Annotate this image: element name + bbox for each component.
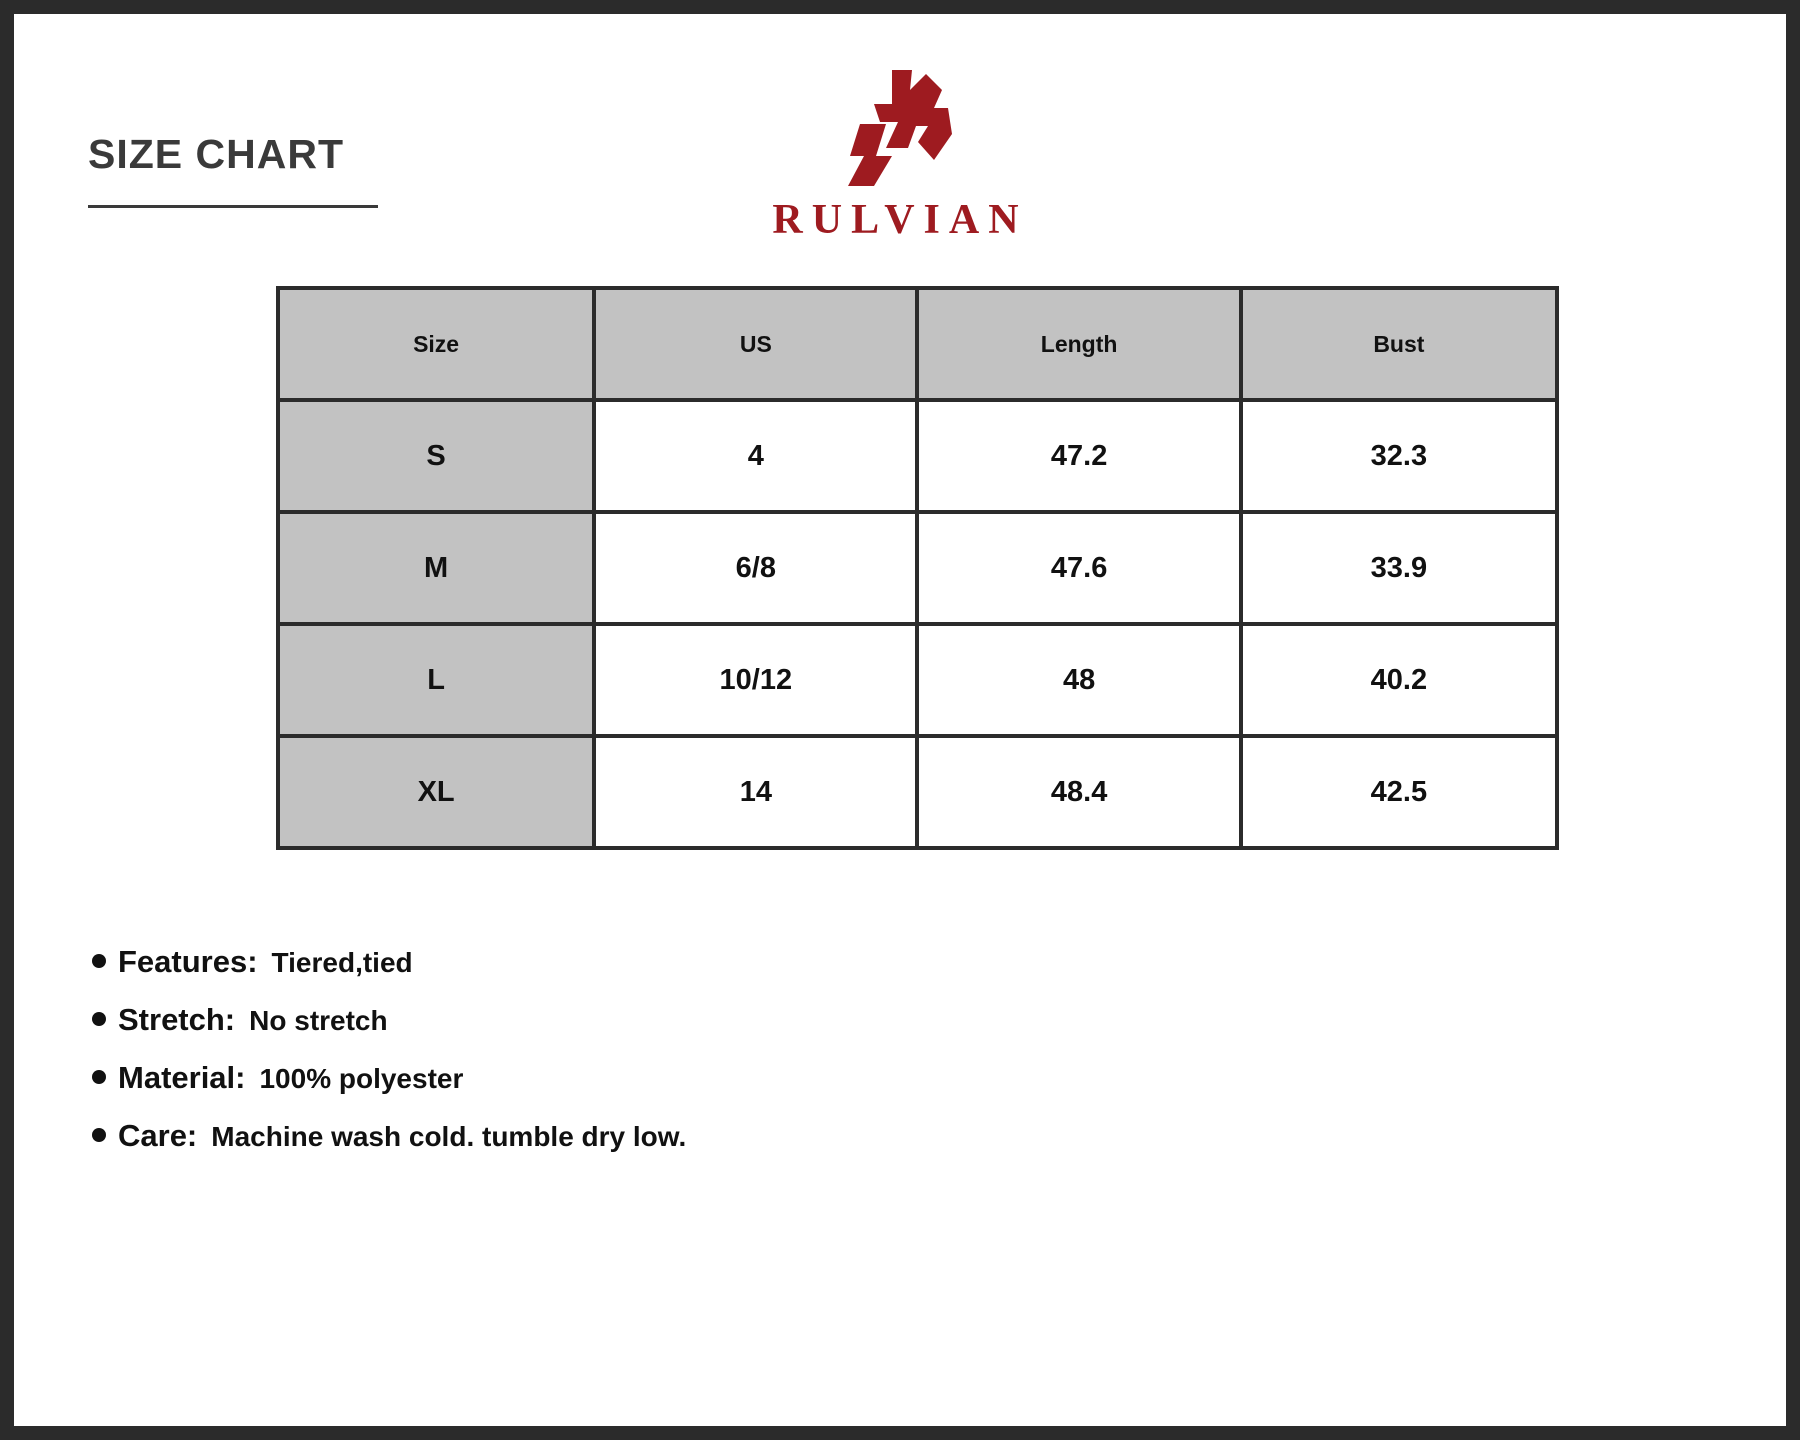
cell-length: 47.6 <box>919 514 1238 622</box>
column-header-us: US <box>596 290 915 398</box>
list-item <box>92 1060 1392 1096</box>
cell-length: 47.2 <box>919 402 1238 510</box>
table-header-row <box>280 290 1555 398</box>
cell-size: M <box>280 514 592 622</box>
detail-value: Tiered,tied <box>271 947 413 978</box>
cell-bust: 40.2 <box>1243 626 1555 734</box>
brand-block <box>14 64 1786 244</box>
table-row <box>280 514 1555 622</box>
list-item <box>92 1118 1392 1154</box>
bullet-icon <box>92 1128 106 1142</box>
cell-us: 6/8 <box>596 514 915 622</box>
cell-bust: 42.5 <box>1243 738 1555 846</box>
size-table <box>276 286 1559 850</box>
brand-name: RULVIAN <box>772 197 1028 243</box>
page-title: SIZE CHART <box>88 131 344 177</box>
detail-value: 100% polyester <box>259 1063 464 1094</box>
cell-bust: 33.9 <box>1243 514 1555 622</box>
bullet-icon <box>92 954 106 968</box>
cell-size: L <box>280 626 592 734</box>
bullet-icon <box>92 1012 106 1026</box>
size-table-wrap <box>276 286 1559 850</box>
detail-label: Care: <box>118 1118 198 1153</box>
detail-value: Machine wash cold. tumble dry low. <box>211 1121 687 1152</box>
cell-length: 48.4 <box>919 738 1238 846</box>
cell-size: S <box>280 402 592 510</box>
document-inner <box>14 14 1786 1426</box>
table-row <box>280 738 1555 846</box>
cell-bust: 32.3 <box>1243 402 1555 510</box>
column-header-length: Length <box>919 290 1238 398</box>
bullet-icon <box>92 1070 106 1084</box>
cell-us: 14 <box>596 738 915 846</box>
detail-label: Features: <box>118 944 258 979</box>
detail-value: No stretch <box>249 1005 388 1036</box>
column-header-bust: Bust <box>1243 290 1555 398</box>
table-row <box>280 402 1555 510</box>
list-item <box>92 944 1392 980</box>
detail-label: Material: <box>118 1060 246 1095</box>
table-row <box>280 626 1555 734</box>
product-details-list <box>92 944 1392 1176</box>
cell-length: 48 <box>919 626 1238 734</box>
rulvian-r-logo-icon <box>830 64 970 192</box>
cell-size: XL <box>280 738 592 846</box>
detail-label: Stretch: <box>118 1002 236 1037</box>
cell-us: 4 <box>596 402 915 510</box>
column-header-size: Size <box>280 290 592 398</box>
list-item <box>92 1002 1392 1038</box>
cell-us: 10/12 <box>596 626 915 734</box>
